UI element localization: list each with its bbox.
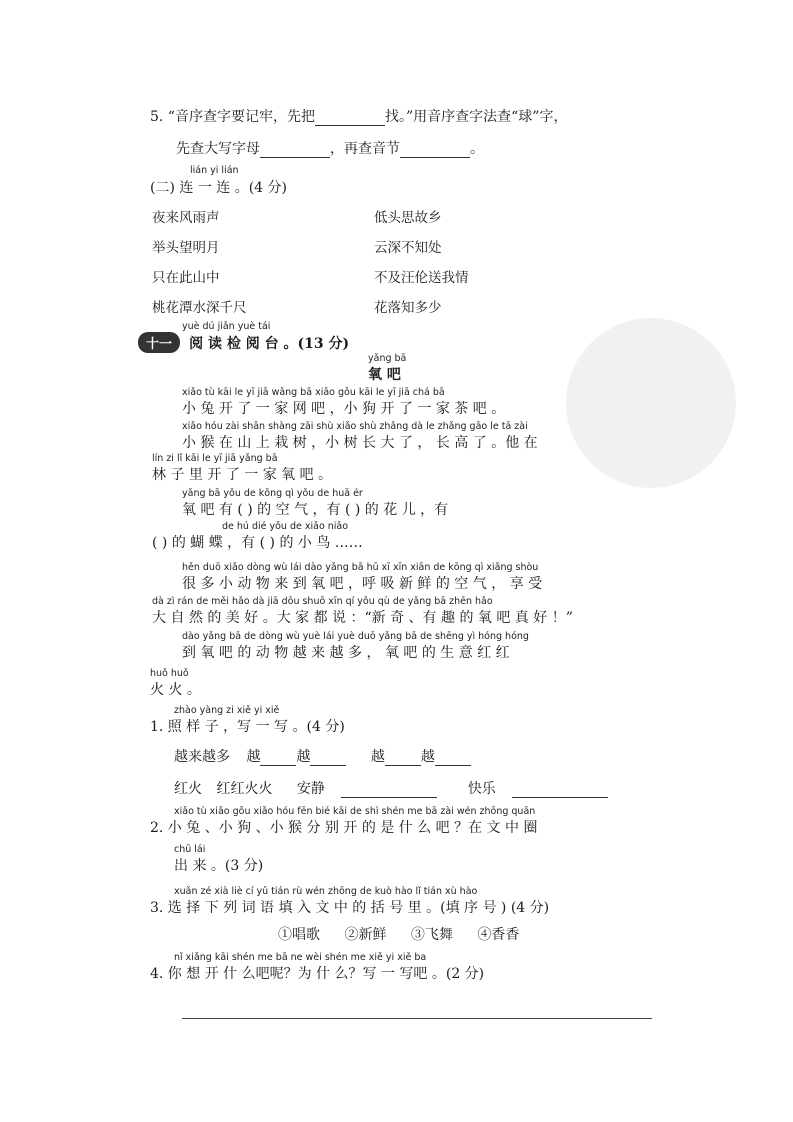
- story-line-3: 林 子 里 开 了 一 家 氧 吧 。: [152, 467, 333, 483]
- q1-blank-5[interactable]: [341, 797, 437, 798]
- q3-options: [278, 924, 519, 944]
- match-right-1[interactable]: 低头思故乡: [374, 210, 442, 226]
- q1-blank-2[interactable]: [310, 765, 346, 766]
- q1-blank-1[interactable]: [260, 765, 296, 766]
- story-line-7-pinyin: dà zì rán de měi hǎo dà jiā dōu shuō xīn qí yǒu qù de yǎng bā zhēn hǎo: [152, 596, 493, 607]
- story-line-2-pinyin: xiǎo hóu zài shān shàng zāi shù xiǎo shù zhǎng dà le zhǎng gāo le tā zài: [182, 421, 528, 432]
- answer-line[interactable]: [182, 1018, 652, 1019]
- q1-title: 1. 照 样 子 ，写 一 写 。(4 分): [150, 719, 345, 735]
- story-line-6: 很 多 小 动 物 来 到 氧 吧 ，呼 吸 新 鲜 的 空 气 ， 享 受: [182, 576, 543, 592]
- q5-text-e: 。: [470, 141, 484, 157]
- q5-text-c: 先查大写字母: [176, 141, 260, 157]
- section11-header: [138, 332, 349, 353]
- q4-pinyin: nǐ xiǎng kāi shén me bā ne wèi shén me xiě yi xiě ba: [174, 952, 427, 963]
- q3-option-4: ④香香: [477, 927, 520, 943]
- q3-option-2: ②新鲜: [344, 927, 387, 943]
- q1-row1: [174, 746, 471, 766]
- story-line-1: 小 兔 开 了 一 家 网 吧 ，小 狗 开 了 一 家 茶 吧 。: [182, 401, 506, 417]
- q1-example-2b: 红红火火: [216, 781, 273, 797]
- story-line-5-pinyin: de hú dié yǒu de xiǎo niǎo: [222, 521, 349, 532]
- q1-blank-6[interactable]: [512, 797, 608, 798]
- section11-pinyin: yuè dú jiǎn yuè tái: [182, 321, 271, 332]
- q2-text: 2. 小 兔 、小 狗 、小 猴 分 别 开 的 是 什 么 吧 ？在 文 中 圈: [150, 820, 538, 836]
- q1-blank-3[interactable]: [385, 765, 421, 766]
- q1-yue-3: 越: [370, 749, 385, 765]
- story-line-9: 火 火 。: [150, 682, 201, 698]
- q5-text-d: ，再查音节: [330, 141, 400, 157]
- story-line-4-pinyin: yǎng bā yǒu de kōng qì yǒu de huā ér: [182, 488, 363, 499]
- q5-line2: [176, 138, 484, 158]
- q1-row2: [174, 778, 608, 798]
- story-line-3-pinyin: lín zi lǐ kāi le yī jiā yǎng bā: [152, 453, 278, 464]
- section11-badge: 十一: [138, 332, 180, 353]
- q1-example-1: 越来越多: [174, 749, 230, 765]
- q3-pinyin: xuǎn zé xià liè cí yǔ tián rù wén zhōng de kuò hào lǐ tián xù hào: [174, 886, 478, 897]
- q5-blank-1[interactable]: [315, 125, 385, 126]
- story-line-5: ( ) 的 蝴 蝶 ，有 ( ) 的 小 鸟 ……: [152, 535, 363, 551]
- q3-option-1: ①唱歌: [278, 927, 320, 943]
- q5-blank-3[interactable]: [400, 157, 470, 158]
- q4-text: 4. 你 想 开 什 么吧呢？为 什 么？写 一 写吧 。(2 分): [150, 966, 485, 982]
- story-title: 氧 吧: [368, 367, 401, 383]
- q1-pinyin: zhào yàng zi xiě yi xiě: [174, 705, 280, 716]
- story-title-pinyin: yǎng bā: [368, 353, 407, 364]
- story-line-7: 大 自 然 的 美 好 。大 家 都 说 ：“新 奇 、有 趣 的 氧 吧 真 好 ！”: [152, 610, 573, 626]
- story-line-9-pinyin: huǒ huǒ: [150, 668, 189, 679]
- q2-pinyin: xiǎo tù xiǎo gǒu xiǎo hóu fēn bié kāi de shì shén me bā zài wén zhōng quān: [174, 806, 536, 817]
- section11-title: 阅 读 检 阅 台 。(13 分): [189, 336, 350, 352]
- q1-yue-4: 越: [420, 749, 435, 765]
- section2-title: (二) 连 一 连 。(4 分): [150, 180, 288, 196]
- q5-line1: [150, 106, 567, 126]
- story-line-1-pinyin: xiǎo tù kāi le yī jiā wǎng bā xiǎo gǒu kāi le yī jiā chá bā: [182, 387, 445, 398]
- q1-yue-1: 越: [246, 749, 261, 765]
- q3-option-3: ③飞舞: [410, 927, 453, 943]
- q5-text-a: 5. “音序查字要记牢，先把: [150, 109, 315, 125]
- match-right-2[interactable]: 云深不知处: [374, 240, 442, 256]
- match-left-2[interactable]: 举头望明月: [152, 240, 220, 256]
- q5-text-b: 找。”用音序查字法查“球”字，: [384, 109, 568, 125]
- q1-example-2: 红火: [174, 781, 202, 797]
- story-line-2: 小 猴 在 山 上 栽 树 ，小 树 长 大 了 ， 长 高 了 。他 在: [182, 435, 538, 451]
- story-line-8-pinyin: dào yǎng bā de dòng wù yuè lái yuè duō yǎng bā de shēng yì hóng hóng: [182, 631, 529, 642]
- q1-word-1: 安静: [296, 781, 325, 797]
- q3-text: 3. 选 择 下 列 词 语 填 入 文 中 的 括 号 里 。(填 序 号 ) (4 分): [150, 900, 550, 916]
- match-right-3[interactable]: 不及汪伦送我情: [374, 270, 469, 286]
- match-left-3[interactable]: 只在此山中: [152, 270, 220, 286]
- match-right-4[interactable]: 花落知多少: [374, 300, 442, 316]
- q1-word-2: 快乐: [467, 781, 496, 797]
- story-line-8: 到 氧 吧 的 动 物 越 来 越 多 ， 氧 吧 的 生 意 红 红: [182, 645, 510, 661]
- match-left-4[interactable]: 桃花潭水深千尺: [152, 300, 247, 316]
- story-line-6-pinyin: hěn duō xiǎo dòng wù lái dào yǎng bā hū xī xīn xiān de kōng qì xiǎng shòu: [182, 562, 539, 573]
- match-left-1[interactable]: 夜来风雨声: [152, 210, 220, 226]
- q2-text-2: 出 来 。(3 分): [174, 858, 264, 874]
- section2-pinyin: lián yi lián: [190, 165, 239, 176]
- story-line-4: 氧 吧 有 ( ) 的 空 气 ，有 ( ) 的 花 儿 ，有: [182, 502, 449, 518]
- q2-pinyin-2: chū lái: [174, 844, 206, 855]
- q1-yue-2: 越: [296, 749, 311, 765]
- q5-blank-2[interactable]: [260, 157, 330, 158]
- watermark-seal: [566, 318, 736, 488]
- q1-blank-4[interactable]: [435, 765, 471, 766]
